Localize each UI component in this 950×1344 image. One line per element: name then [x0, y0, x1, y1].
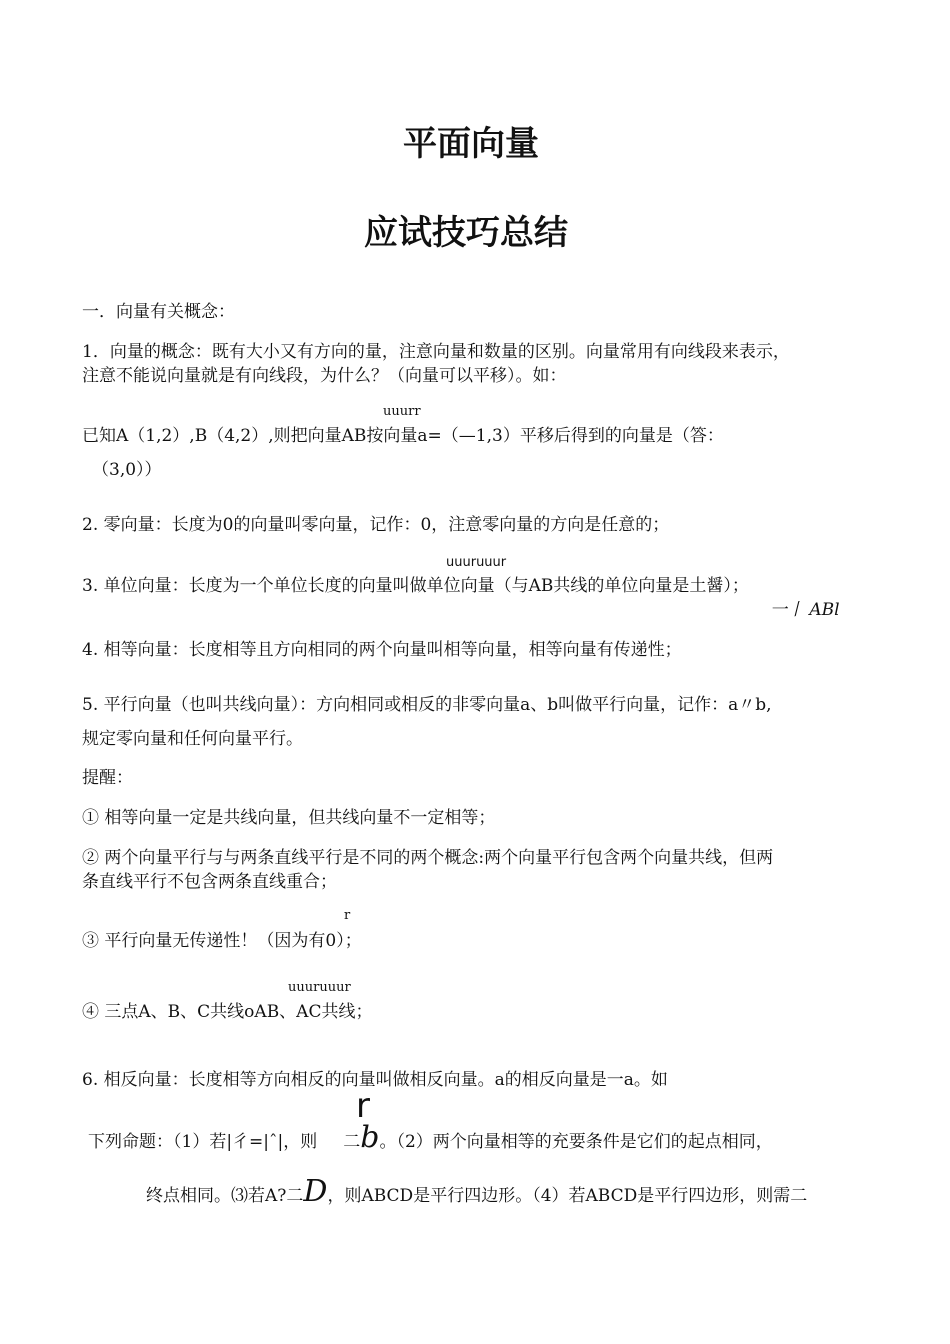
- reminder-1: ① 相等向量一定是共线向量，但共线向量不一定相等；: [82, 808, 496, 828]
- item5-line2: 规定零向量和任何向量平行。: [82, 729, 303, 749]
- item6-line3-part2: ，则ABCD是平行四边形。（4）若ABCD是平行四边形，则需二: [327, 1186, 808, 1206]
- item3: 3. 单位向量：长度为一个单位长度的向量叫做单位向量（与AB共线的单位向量是土醤）；: [82, 576, 749, 596]
- item4: 4. 相等向量：长度相等且方向相同的两个向量叫相等向量，相等向量有传递性；: [82, 640, 682, 660]
- reminder-label: 提醒：: [82, 768, 133, 788]
- reminder-4: ④ 三点A、B、C共线oAB、AC共线；: [82, 1002, 373, 1022]
- item1-line2: 注意不能说向量就是有向线段，为什么？（向量可以平移）。如：: [82, 366, 567, 386]
- item5-line1: 5. 平行向量（也叫共线向量）：方向相同或相反的非零向量a、b叫做平行向量，记作：a〃b,: [82, 695, 772, 715]
- item6-line2-part1: 下列命题：（1）若|彳=|ˆ|，则: [88, 1132, 318, 1152]
- item1-line1: 1．向量的概念：既有大小又有方向的量，注意向量和数量的区别。向量常用有向线段来表示，: [82, 342, 790, 362]
- vector-arrow-mark: r: [344, 908, 351, 923]
- item6-line2: [88, 1120, 773, 1155]
- section-heading: 一．向量有关概念：: [82, 302, 235, 322]
- vector-arrow-mark: r: [356, 1086, 370, 1126]
- item1-line4: （3,0））: [92, 460, 162, 480]
- item6-line3: [146, 1174, 808, 1209]
- item6-line2-equals: 二: [343, 1132, 361, 1152]
- item6-line3-d: D: [303, 1174, 328, 1209]
- vector-arrow-mark: uuuruuur: [446, 555, 507, 570]
- item6-line2-b: b: [360, 1120, 380, 1155]
- item6-line1: 6. 相反向量：长度相等方向相反的向量叫做相反向量。a的相反向量是一a。如: [82, 1070, 668, 1090]
- item6-line3-part1: 终点相同。⑶若A?二: [146, 1186, 304, 1206]
- reminder-2-line2: 条直线平行不包含两条直线重合；: [82, 872, 337, 892]
- item6-line2-part2: 。（2）两个向量相等的充要条件是它们的起点相同，: [379, 1132, 773, 1152]
- page-subtitle: 应试技巧总结: [364, 213, 568, 253]
- item3-fraction-denominator: 一丨 ABl: [770, 600, 840, 620]
- reminder-3: ③ 平行向量无传递性！（因为有0）；: [82, 931, 362, 951]
- vector-arrow-mark: uuurr: [383, 404, 421, 419]
- page-title: 平面向量: [403, 124, 539, 164]
- vector-arrow-mark: uuuruuur: [288, 980, 351, 995]
- reminder-2-line1: ② 两个向量平行与与两条直线平行是不同的两个概念:两个向量平行包含两个向量共线，但两: [82, 848, 774, 868]
- item2: 2. 零向量：长度为0的向量叫零向量，记作：0，注意零向量的方向是任意的；: [82, 515, 670, 535]
- item1-line3: 已知A（1,2）,B（4,2）,则把向量AB按向量a=（—1,3）平移后得到的向量是（答：: [82, 426, 724, 446]
